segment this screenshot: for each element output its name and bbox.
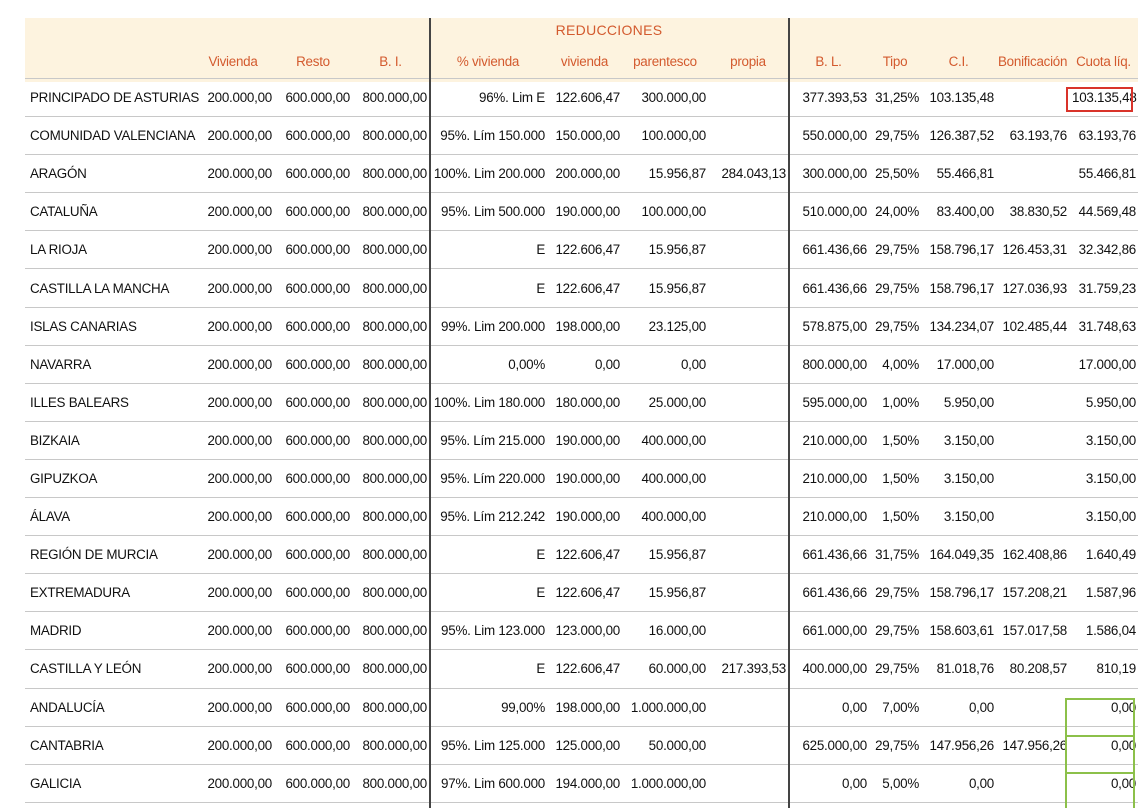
value-cell: 7,00% — [869, 688, 921, 726]
value-cell: 3.150,00 — [1069, 498, 1138, 536]
region-name-cell: LA RIOJA — [25, 231, 192, 269]
table-row — [25, 536, 1138, 574]
value-cell: 96%. Lim E — [429, 79, 547, 117]
value-cell: E — [429, 269, 547, 307]
value-cell — [996, 498, 1069, 536]
table-row — [25, 459, 1138, 497]
value-cell — [708, 231, 788, 269]
value-cell — [708, 612, 788, 650]
value-cell: 1.586,04 — [1069, 612, 1138, 650]
value-cell: 200.000,00 — [192, 574, 274, 612]
value-cell — [708, 345, 788, 383]
value-cell: 200.000,00 — [192, 459, 274, 497]
value-cell: 102.485,44 — [996, 307, 1069, 345]
value-cell: 600.000,00 — [274, 269, 352, 307]
value-cell: 0,00 — [1069, 726, 1138, 764]
region-name-cell: EXTREMADURA — [25, 574, 192, 612]
value-cell: 0,00 — [1069, 688, 1138, 726]
region-name-cell: PRINCIPADO DE ASTURIAS — [25, 79, 192, 117]
value-cell: 4,00% — [869, 345, 921, 383]
value-cell: 800.000,00 — [788, 345, 869, 383]
value-cell: 122.606,47 — [547, 536, 622, 574]
value-cell: 15.956,87 — [622, 574, 708, 612]
table-row — [25, 231, 1138, 269]
value-cell — [996, 764, 1069, 802]
region-name-cell: GIPUZKOA — [25, 459, 192, 497]
value-cell: 600.000,00 — [274, 574, 352, 612]
value-cell: 1.000.000,00 — [622, 688, 708, 726]
column-header: Tipo — [882, 53, 908, 69]
value-cell: 158.796,17 — [921, 231, 996, 269]
value-cell: 17.000,00 — [921, 345, 996, 383]
value-cell — [708, 498, 788, 536]
value-cell: 194.000,00 — [547, 764, 622, 802]
value-cell: 800.000,00 — [352, 726, 429, 764]
value-cell: 162.408,86 — [996, 536, 1069, 574]
value-cell: 63.193,76 — [996, 117, 1069, 155]
value-cell: 300.000,00 — [622, 79, 708, 117]
value-cell — [708, 726, 788, 764]
value-cell: 55.466,81 — [1069, 155, 1138, 193]
value-cell: 31.759,23 — [1069, 269, 1138, 307]
table-row — [25, 764, 1138, 802]
value-cell: 29,75% — [869, 269, 921, 307]
value-cell: 24,00% — [869, 193, 921, 231]
region-name-cell: NAVARRA — [25, 345, 192, 383]
value-cell — [996, 79, 1069, 117]
value-cell — [708, 307, 788, 345]
value-cell: 600.000,00 — [274, 231, 352, 269]
value-cell: 198.000,00 — [547, 307, 622, 345]
value-cell: 15.956,87 — [622, 231, 708, 269]
value-cell: 661.000,00 — [788, 612, 869, 650]
value-cell: 15.956,87 — [622, 536, 708, 574]
value-cell: 127.036,93 — [996, 269, 1069, 307]
column-header — [25, 44, 192, 79]
table-body — [25, 79, 1138, 803]
region-name-cell: ISLAS CANARIAS — [25, 307, 192, 345]
column-header: vivienda — [560, 53, 609, 69]
value-cell: 17.000,00 — [1069, 345, 1138, 383]
value-cell: 157.017,58 — [996, 612, 1069, 650]
value-cell: 157.208,21 — [996, 574, 1069, 612]
value-cell: 600.000,00 — [274, 307, 352, 345]
value-cell: 800.000,00 — [352, 269, 429, 307]
value-cell: 150.000,00 — [547, 117, 622, 155]
table-row — [25, 307, 1138, 345]
value-cell: 15.956,87 — [622, 155, 708, 193]
region-name-cell: CASTILLA LA MANCHA — [25, 269, 192, 307]
value-cell: 158.796,17 — [921, 269, 996, 307]
table-row — [25, 726, 1138, 764]
value-cell: 200.000,00 — [192, 421, 274, 459]
value-cell: 200.000,00 — [192, 117, 274, 155]
value-cell: 31,25% — [869, 79, 921, 117]
value-cell: 99%. Lim 200.000 — [429, 307, 547, 345]
value-cell: 200.000,00 — [192, 498, 274, 536]
value-cell: 5.950,00 — [921, 383, 996, 421]
reducciones-title: REDUCCIONES — [555, 22, 663, 38]
value-cell: 83.400,00 — [921, 193, 996, 231]
value-cell: 210.000,00 — [788, 498, 869, 536]
value-cell — [708, 688, 788, 726]
value-cell: 5.950,00 — [1069, 383, 1138, 421]
value-cell: E — [429, 231, 547, 269]
value-cell: 200.000,00 — [192, 726, 274, 764]
value-cell: 190.000,00 — [547, 498, 622, 536]
value-cell: 126.387,52 — [921, 117, 996, 155]
value-cell: 81.018,76 — [921, 650, 996, 688]
value-cell: 1,50% — [869, 498, 921, 536]
value-cell: 103.135,48 — [1069, 79, 1138, 117]
highlight-red-box — [1066, 87, 1133, 112]
value-cell: 625.000,00 — [788, 726, 869, 764]
value-cell: 800.000,00 — [352, 117, 429, 155]
value-cell — [708, 764, 788, 802]
table-row — [25, 574, 1138, 612]
value-cell: 1.587,96 — [1069, 574, 1138, 612]
divider-left — [429, 18, 431, 808]
value-cell: 158.603,61 — [921, 612, 996, 650]
column-header: B. I. — [379, 53, 402, 69]
value-cell — [708, 459, 788, 497]
value-cell: 100%. Lim 200.000 — [429, 155, 547, 193]
value-cell: 800.000,00 — [352, 79, 429, 117]
table-row — [25, 688, 1138, 726]
value-cell: 600.000,00 — [274, 383, 352, 421]
value-cell: 600.000,00 — [274, 612, 352, 650]
value-cell: 95%. Lim 125.000 — [429, 726, 547, 764]
value-cell: 600.000,00 — [274, 193, 352, 231]
value-cell: 600.000,00 — [274, 498, 352, 536]
column-header: Vivienda — [208, 53, 258, 69]
value-cell: 600.000,00 — [274, 155, 352, 193]
value-cell: 200.000,00 — [192, 764, 274, 802]
value-cell: 63.193,76 — [1069, 117, 1138, 155]
value-cell: 16.000,00 — [622, 612, 708, 650]
column-header: parentesco — [633, 53, 697, 69]
value-cell: 164.049,35 — [921, 536, 996, 574]
value-cell: 29,75% — [869, 612, 921, 650]
value-cell: 600.000,00 — [274, 117, 352, 155]
value-cell: 3.150,00 — [921, 421, 996, 459]
value-cell: 800.000,00 — [352, 383, 429, 421]
value-cell: 123.000,00 — [547, 612, 622, 650]
value-cell: 300.000,00 — [788, 155, 869, 193]
value-cell: 97%. Lim 600.000 — [429, 764, 547, 802]
value-cell: 661.436,66 — [788, 269, 869, 307]
value-cell — [996, 688, 1069, 726]
value-cell — [708, 193, 788, 231]
value-cell: 99,00% — [429, 688, 547, 726]
value-cell: 661.436,66 — [788, 536, 869, 574]
table-row — [25, 155, 1138, 193]
table-row — [25, 421, 1138, 459]
value-cell: 800.000,00 — [352, 688, 429, 726]
value-cell: 600.000,00 — [274, 345, 352, 383]
value-cell: 55.466,81 — [921, 155, 996, 193]
value-cell: 200.000,00 — [192, 650, 274, 688]
value-cell: 95%. Lím 220.000 — [429, 459, 547, 497]
highlight-green-separator — [1065, 735, 1135, 737]
value-cell: 190.000,00 — [547, 421, 622, 459]
column-header: Bonificación — [998, 53, 1068, 69]
value-cell: 800.000,00 — [352, 574, 429, 612]
value-cell: 600.000,00 — [274, 536, 352, 574]
value-cell: 147.956,26 — [996, 726, 1069, 764]
value-cell: 100.000,00 — [622, 193, 708, 231]
value-cell: 200.000,00 — [192, 345, 274, 383]
region-name-cell: CATALUÑA — [25, 193, 192, 231]
value-cell: 200.000,00 — [192, 307, 274, 345]
value-cell: 1.640,49 — [1069, 536, 1138, 574]
value-cell: 29,75% — [869, 307, 921, 345]
value-cell: 50.000,00 — [622, 726, 708, 764]
value-cell — [708, 269, 788, 307]
value-cell — [996, 383, 1069, 421]
value-cell: 29,75% — [869, 726, 921, 764]
value-cell: 0,00 — [622, 345, 708, 383]
value-cell: 190.000,00 — [547, 193, 622, 231]
value-cell: 600.000,00 — [274, 79, 352, 117]
value-cell: 800.000,00 — [352, 459, 429, 497]
region-name-cell: BIZKAIA — [25, 421, 192, 459]
value-cell: 134.234,07 — [921, 307, 996, 345]
value-cell: 1,50% — [869, 421, 921, 459]
value-cell: 0,00 — [1069, 764, 1138, 802]
regions-table — [25, 44, 1138, 803]
value-cell: 125.000,00 — [547, 726, 622, 764]
region-name-cell: GALICIA — [25, 764, 192, 802]
value-cell: 100.000,00 — [622, 117, 708, 155]
region-name-cell: MADRID — [25, 612, 192, 650]
value-cell: 284.043,13 — [708, 155, 788, 193]
value-cell: 800.000,00 — [352, 155, 429, 193]
value-cell: 3.150,00 — [1069, 421, 1138, 459]
value-cell: 800.000,00 — [352, 193, 429, 231]
value-cell: 800.000,00 — [352, 345, 429, 383]
value-cell: 122.606,47 — [547, 231, 622, 269]
value-cell: 400.000,00 — [622, 421, 708, 459]
value-cell: 31,75% — [869, 536, 921, 574]
value-cell: 15.956,87 — [622, 269, 708, 307]
value-cell: 5,00% — [869, 764, 921, 802]
value-cell — [996, 459, 1069, 497]
value-cell: 95%. Lim 123.000 — [429, 612, 547, 650]
value-cell: 600.000,00 — [274, 421, 352, 459]
value-cell: 44.569,48 — [1069, 193, 1138, 231]
value-cell: 661.436,66 — [788, 231, 869, 269]
value-cell: 180.000,00 — [547, 383, 622, 421]
value-cell: 198.000,00 — [547, 688, 622, 726]
value-cell — [708, 536, 788, 574]
value-cell: 800.000,00 — [352, 231, 429, 269]
value-cell: 3.150,00 — [921, 459, 996, 497]
column-header: C.I. — [948, 53, 969, 69]
value-cell: 122.606,47 — [547, 79, 622, 117]
value-cell: 23.125,00 — [622, 307, 708, 345]
region-name-cell: CASTILLA Y LEÓN — [25, 650, 192, 688]
value-cell — [996, 155, 1069, 193]
value-cell: 217.393,53 — [708, 650, 788, 688]
region-name-cell: REGIÓN DE MURCIA — [25, 536, 192, 574]
value-cell: 200.000,00 — [192, 231, 274, 269]
value-cell: 377.393,53 — [788, 79, 869, 117]
value-cell — [996, 345, 1069, 383]
value-cell: 29,75% — [869, 650, 921, 688]
value-cell: 200.000,00 — [192, 193, 274, 231]
region-name-cell: ÁLAVA — [25, 498, 192, 536]
value-cell — [708, 117, 788, 155]
value-cell: 158.796,17 — [921, 574, 996, 612]
value-cell: 32.342,86 — [1069, 231, 1138, 269]
value-cell: 595.000,00 — [788, 383, 869, 421]
value-cell: 1,00% — [869, 383, 921, 421]
value-cell: 147.956,26 — [921, 726, 996, 764]
value-cell: 122.606,47 — [547, 650, 622, 688]
value-cell: 550.000,00 — [788, 117, 869, 155]
value-cell: 0,00 — [788, 764, 869, 802]
value-cell: 578.875,00 — [788, 307, 869, 345]
table-row — [25, 498, 1138, 536]
value-cell: 600.000,00 — [274, 688, 352, 726]
region-name-cell: ARAGÓN — [25, 155, 192, 193]
value-cell: 800.000,00 — [352, 764, 429, 802]
value-cell: 3.150,00 — [921, 498, 996, 536]
value-cell: 95%. Lím 212.242 — [429, 498, 547, 536]
value-cell: 200.000,00 — [192, 155, 274, 193]
value-cell: 60.000,00 — [622, 650, 708, 688]
value-cell: 800.000,00 — [352, 307, 429, 345]
value-cell: E — [429, 536, 547, 574]
table-row — [25, 117, 1138, 155]
value-cell: 3.150,00 — [1069, 459, 1138, 497]
table-row — [25, 269, 1138, 307]
value-cell — [708, 421, 788, 459]
value-cell: 126.453,31 — [996, 231, 1069, 269]
table-row — [25, 345, 1138, 383]
value-cell: 200.000,00 — [192, 269, 274, 307]
divider-right — [788, 18, 790, 808]
value-cell: E — [429, 650, 547, 688]
value-cell: 103.135,48 — [921, 79, 996, 117]
region-name-cell: COMUNIDAD VALENCIANA — [25, 117, 192, 155]
value-cell: 810,19 — [1069, 650, 1138, 688]
value-cell: 210.000,00 — [788, 459, 869, 497]
value-cell: 800.000,00 — [352, 421, 429, 459]
value-cell: 100%. Lim 180.000 — [429, 383, 547, 421]
column-header: Cuota líq. — [1076, 53, 1131, 69]
value-cell: 1.000.000,00 — [622, 764, 708, 802]
value-cell: 0,00% — [429, 345, 547, 383]
value-cell: 0,00 — [921, 764, 996, 802]
value-cell: 200.000,00 — [192, 688, 274, 726]
value-cell: 25,50% — [869, 155, 921, 193]
value-cell: 200.000,00 — [547, 155, 622, 193]
highlight-green-separator — [1065, 772, 1135, 774]
region-name-cell: ANDALUCÍA — [25, 688, 192, 726]
table-row — [25, 193, 1138, 231]
value-cell: 800.000,00 — [352, 498, 429, 536]
highlight-green-box — [1065, 698, 1135, 808]
value-cell: 95%. Lim 500.000 — [429, 193, 547, 231]
column-header: propia — [730, 53, 766, 69]
table-row — [25, 650, 1138, 688]
value-cell: 0,00 — [547, 345, 622, 383]
value-cell: 122.606,47 — [547, 574, 622, 612]
value-cell: 190.000,00 — [547, 459, 622, 497]
table-row — [25, 383, 1138, 421]
value-cell: 80.208,57 — [996, 650, 1069, 688]
value-cell: 800.000,00 — [352, 650, 429, 688]
value-cell: 661.436,66 — [788, 574, 869, 612]
column-header: B. L. — [815, 53, 842, 69]
column-header: % vivienda — [456, 53, 520, 69]
value-cell: 510.000,00 — [788, 193, 869, 231]
value-cell: 0,00 — [788, 688, 869, 726]
value-cell: 122.606,47 — [547, 269, 622, 307]
value-cell: 200.000,00 — [192, 612, 274, 650]
region-name-cell: CANTABRIA — [25, 726, 192, 764]
value-cell: 38.830,52 — [996, 193, 1069, 231]
value-cell: 400.000,00 — [622, 498, 708, 536]
value-cell: E — [429, 574, 547, 612]
table-row — [25, 612, 1138, 650]
value-cell: 25.000,00 — [622, 383, 708, 421]
value-cell: 400.000,00 — [788, 650, 869, 688]
value-cell: 29,75% — [869, 231, 921, 269]
value-cell: 31.748,63 — [1069, 307, 1138, 345]
header-row — [25, 44, 1138, 79]
value-cell: 95%. Lím 150.000 — [429, 117, 547, 155]
value-cell: 29,75% — [869, 117, 921, 155]
value-cell: 200.000,00 — [192, 79, 274, 117]
value-cell: 800.000,00 — [352, 536, 429, 574]
value-cell: 600.000,00 — [274, 764, 352, 802]
value-cell: 1,50% — [869, 459, 921, 497]
value-cell: 800.000,00 — [352, 612, 429, 650]
value-cell: 200.000,00 — [192, 536, 274, 574]
value-cell — [708, 383, 788, 421]
value-cell — [708, 79, 788, 117]
value-cell: 29,75% — [869, 574, 921, 612]
region-name-cell: ILLES BALEARS — [25, 383, 192, 421]
table-row — [25, 79, 1138, 117]
value-cell: 400.000,00 — [622, 459, 708, 497]
column-header: Resto — [296, 53, 330, 69]
value-cell: 600.000,00 — [274, 650, 352, 688]
value-cell: 600.000,00 — [274, 459, 352, 497]
value-cell: 210.000,00 — [788, 421, 869, 459]
value-cell: 95%. Lím 215.000 — [429, 421, 547, 459]
value-cell — [996, 421, 1069, 459]
value-cell: 0,00 — [921, 688, 996, 726]
value-cell: 200.000,00 — [192, 383, 274, 421]
value-cell — [708, 574, 788, 612]
value-cell: 600.000,00 — [274, 726, 352, 764]
